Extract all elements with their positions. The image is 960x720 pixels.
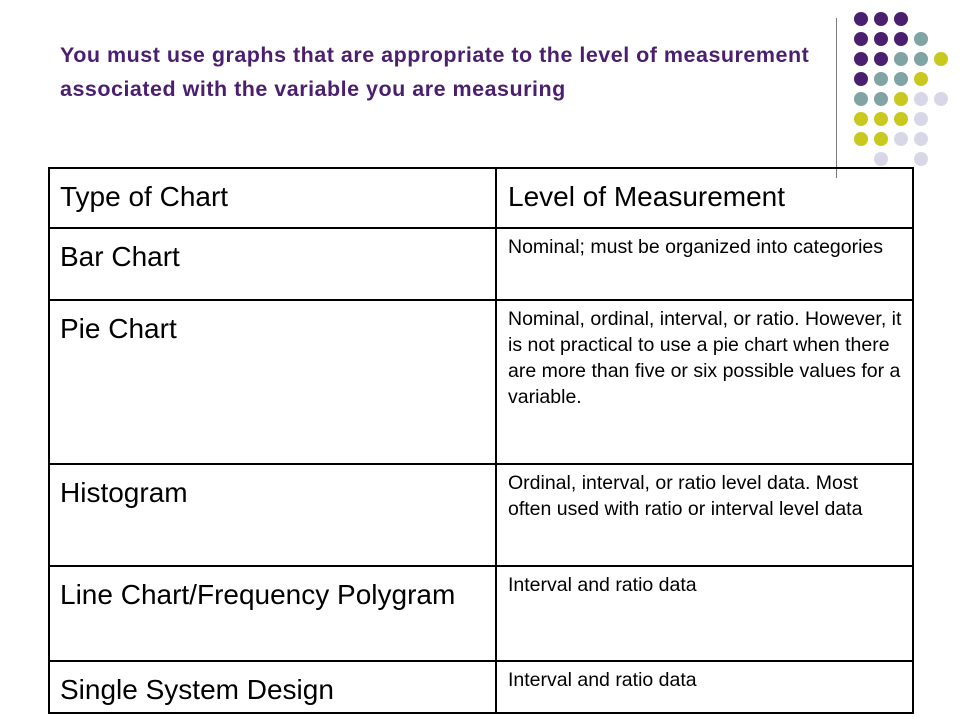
measurement-level-cell: Ordinal, interval, or ratio level data. Most often used with ratio or interval level data [496,464,913,566]
decorative-dot [874,52,888,66]
decorative-dot [874,12,888,26]
measurement-level-cell: Nominal, ordinal, interval, or ratio. However, it is not practical to use a pie chart when there are more than five or six possible values for a variable. [496,300,913,464]
decorative-dot [854,112,868,126]
decorative-dot [874,72,888,86]
decorative-dot [874,152,888,166]
chart-type-cell: Pie Chart [49,300,496,464]
decorative-dot [894,72,908,86]
decorative-dot [894,112,908,126]
decorative-dot [894,12,908,26]
decorative-dot [894,132,908,146]
header-level-of-measurement: Level of Measurement [496,168,913,228]
decorative-dot [914,32,928,46]
decorative-dot [854,52,868,66]
decorative-dot [934,52,948,66]
slide-title: You must use graphs that are appropriate to the level of measurement associated with the variable you are measuring [60,43,810,101]
decorative-dot [914,132,928,146]
chart-types-table [48,167,914,714]
decorative-dot-grid [854,12,958,156]
chart-type-cell: Histogram [49,464,496,566]
table-row [49,566,913,661]
decorative-dot [914,72,928,86]
decorative-dot [854,32,868,46]
header-type-of-chart: Type of Chart [49,168,496,228]
measurement-level-cell: Interval and ratio data [496,661,913,713]
chart-type-cell: Bar Chart [49,228,496,300]
decorative-dot [874,132,888,146]
decorative-dot [854,132,868,146]
chart-type-cell: Single System Design [49,661,496,713]
decorative-dot [894,52,908,66]
decorative-dot [854,72,868,86]
decorative-dot [934,92,948,106]
decorative-dot [874,112,888,126]
table-row [49,228,913,300]
decorative-dot [874,32,888,46]
decorative-dot [914,92,928,106]
table-header-row [49,168,913,228]
measurement-level-cell: Nominal; must be organized into categories [496,228,913,300]
decorative-dot [894,32,908,46]
table-row [49,661,913,713]
chart-type-cell: Line Chart/Frequency Polygram [49,566,496,661]
table-row [49,300,913,464]
decorative-dot [914,112,928,126]
decorative-dot [914,52,928,66]
decorative-dot [914,152,928,166]
decorative-dot [894,92,908,106]
decorative-dot [854,92,868,106]
table-row [49,464,913,566]
measurement-level-cell: Interval and ratio data [496,566,913,661]
decorative-dot [854,12,868,26]
divider-line [836,18,837,178]
decorative-dot [874,92,888,106]
